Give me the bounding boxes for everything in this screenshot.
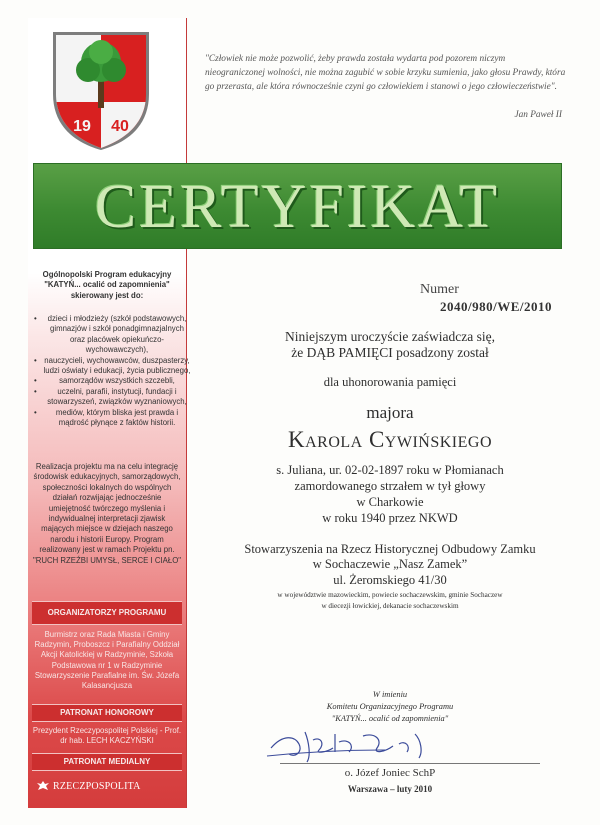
media-patronage-heading: PATRONAT MEDIALNY [32, 753, 182, 771]
program-description: Realizacja projektu ma na celu integrację środowisk edukacyjnych, samorządowych, społeczności lokalnych do wspólnych działań rozwijając jednocześnie umiejętność twórczego myślenia i indywidualnej interpretacji zjawisk mających miejsce w dziejach naszego narodu i historii Europy. Program realizowany jest w ramach Projektu pn. "RUCH RZEŹBI UMYSŁ, SERCE I CIAŁO" [32, 462, 182, 565]
honorary-patronage-heading: PATRONAT HONOROWY [32, 704, 182, 722]
emblem-year-left: 19 [73, 118, 91, 135]
list-item: • samorządów wszystkich szczebli, [42, 376, 192, 386]
certificate-title: CERTYFIKAT [94, 173, 501, 241]
list-item: • dzieci i młodzieży (szkół podstawowych, gimnazjów i szkół ponadgimnazjalnych oraz placówek opiekuńczo-wychowawczych), [42, 314, 192, 356]
tree-shield-emblem [52, 32, 150, 150]
committee-line-1: Komitetu Organizacyjnego Programu [326, 702, 454, 711]
handwritten-signature [265, 722, 445, 766]
bio-line-4: w roku 1940 przez NKWD [322, 511, 458, 525]
certify-line-2: że DĄB PAMIĘCI posadzony został [291, 345, 489, 360]
list-item: • nauczycieli, wychowawców, duszpasterzy, ludzi oświaty i edukacji, życia publicznego, [42, 356, 192, 377]
on-behalf-label: W imieniu [372, 690, 408, 699]
signature-line [280, 763, 540, 764]
place-date: Warszawa – luty 2010 [347, 784, 433, 794]
honorary-patronage-text: Prezydent Rzeczypospolitej Polskiej - Prof. dr hab. LECH KACZYŃSKI [32, 726, 182, 746]
location-line-2: w diecezji łowickiej, dekanacie sochaczewskim [321, 602, 459, 610]
pope-quote: "Człowiek nie może pozwolić, żeby prawda została wydarta pod pozorem niczym nieograniczonej wolności, nie można zagubić w sobie krzyku sumienia, jako głosu Prawdy, która go przerasta, ale która równocześnie czyni go człowiekiem i stanowi o jego człowieczeństwie". [205, 54, 566, 92]
certificate-number: 2040/980/WE/2010 [439, 299, 552, 314]
bio-line-2: zamordowanego strzałem w tył głowy [294, 479, 486, 493]
rank: majora [366, 403, 414, 422]
honor-line: dla uhonorowania pamięci [323, 375, 457, 389]
list-item: • mediów, którym bliska jest prawda i mądrość płynące z faktów historii. [42, 408, 192, 429]
number-label: Numer [420, 282, 459, 297]
organization-line-1: Stowarzyszenia na Rzecz Historycznej Odbudowy Zamku [244, 542, 536, 556]
signer-name: o. Józef Joniec SchP [344, 767, 436, 779]
eagle-icon [36, 780, 50, 792]
committee-line-2: "KATYŃ... ocalić od zapomnienia" [331, 714, 449, 723]
rzeczpospolita-logo [36, 778, 156, 794]
certify-line-1: Niniejszym uroczyście zaświadcza się, [285, 329, 495, 344]
quote-author: Jan Paweł II [514, 110, 562, 120]
organizers-text: Burmistrz oraz Rada Miasta i Gminy Radzymin, Proboszcz i Parafialny Oddział Akcji Katolickiej w Radzyminie, Szkoła Podstawowa nr 1 w Radzyminie Stowarzyszenie Parafialne im. Św. Józefa Kalasancjusza [34, 630, 180, 691]
emblem-year-right: 40 [111, 118, 129, 135]
location-line-1: w województwie mazowieckim, powiecie sochaczewskim, gminie Sochaczew [277, 591, 503, 599]
organization-address: ul. Żeromskiego 41/30 [333, 573, 447, 587]
organization-line-2: w Sochaczewie „Nasz Zamek” [312, 557, 468, 571]
media-logo-text: RZECZPOSPOLITA [53, 780, 141, 792]
honoree-name: Karola Cywińskiego [287, 427, 492, 452]
audience-list [32, 314, 192, 428]
bio-line-3: w Charkowie [356, 495, 424, 509]
organizers-heading: ORGANIZATORZY PROGRAMU [32, 601, 182, 625]
list-item: • uczelni, parafii, instytucji, fundacji i stowarzyszeń, związków wyznaniowych, [42, 387, 192, 408]
title-banner [33, 163, 562, 249]
program-heading: Ogólnopolski Program edukacyjny "KATYŃ... ocalić od zapomnienia" skierowany jest do: [42, 270, 172, 300]
bio-line-1: s. Juliana, ur. 02-02-1897 roku w Płomianach [276, 463, 504, 477]
